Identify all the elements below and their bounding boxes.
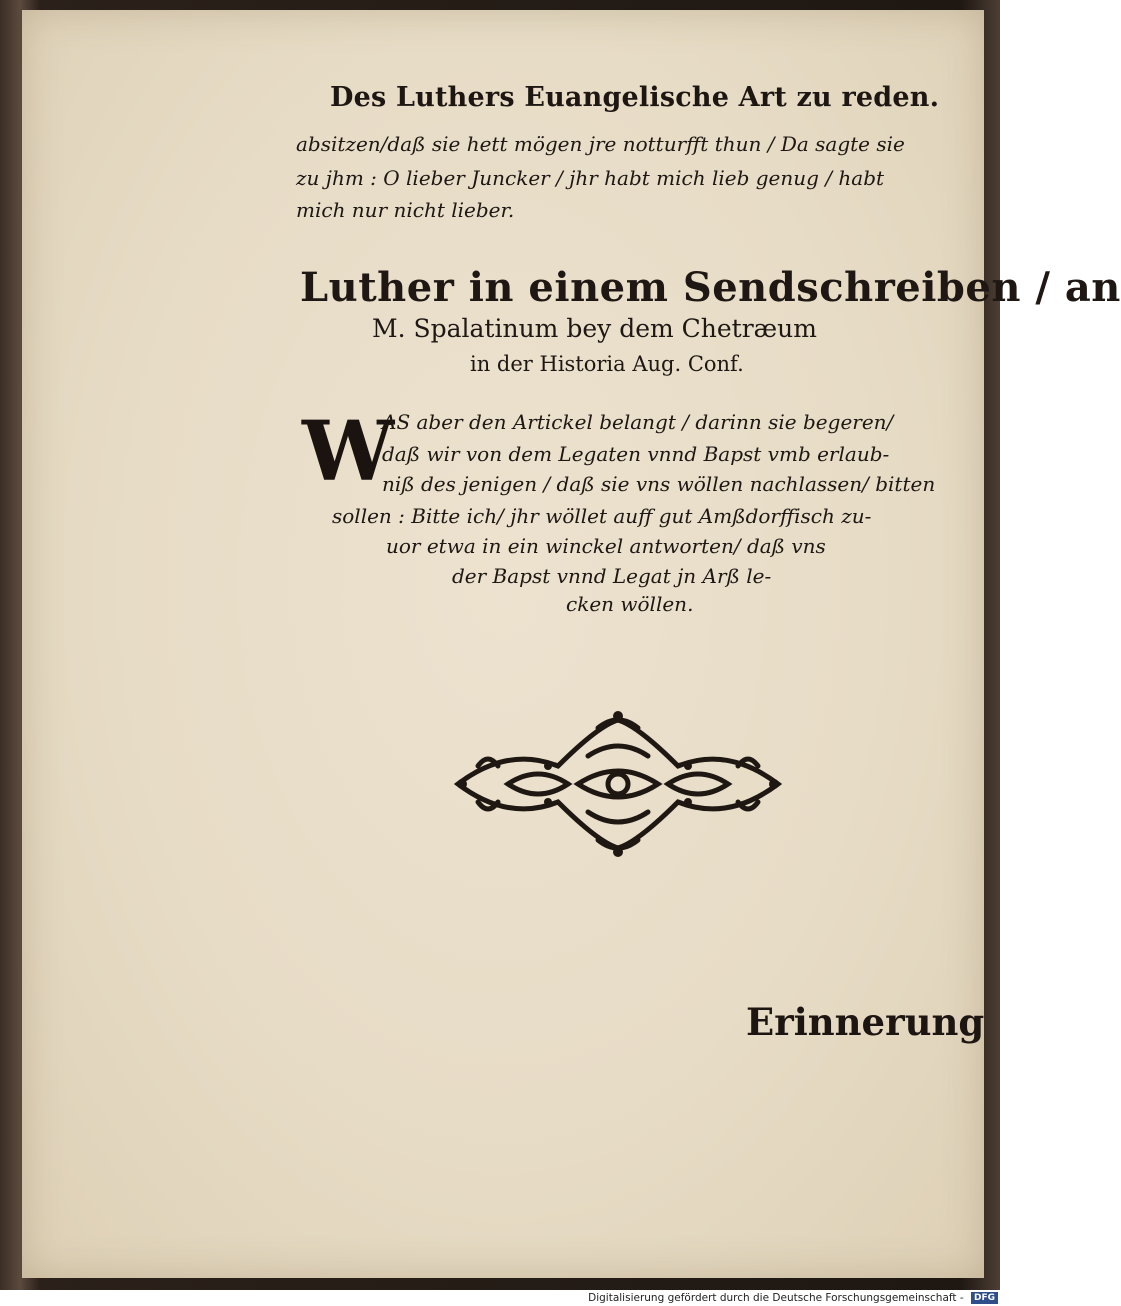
quote-line: daß wir von dem Legaten vnnd Bapst vmb erlaub- [382,442,890,466]
quote-line: uor etwa in ein winckel antworten/ daß vns [386,534,826,558]
intro-line: zu jhm : O lieber Juncker / jhr habt mich lieb genug / habt [296,166,885,190]
digitization-credit [560,1290,998,1306]
quote-line: cken wöllen. [566,592,694,616]
credit-text: Digitalisierung gefördert durch die Deutsche Forschungsgemeinschaft - [588,1292,964,1304]
dfg-logo: DFG [971,1292,998,1304]
section-subheading: M. Spalatinum bey dem Chetræum [372,314,817,343]
fleuron-ornament-icon [448,706,788,862]
running-head: Des Luthers Euangelische Art zu reden. [330,82,940,113]
intro-line: absitzen/daß sie hett mögen jre notturfft thun / Da sagte sie [296,132,905,156]
quote-line: sollen : Bitte ich/ jhr wöllet auff gut Amßdorffisch zu- [332,504,872,528]
quote-line: der Bapst vnnd Legat jn Arß le- [452,564,772,588]
quote-line: niß des jenigen / daß sie vns wöllen nachlassen/ bitten [382,472,936,496]
intro-line: mich nur nicht lieber. [296,198,515,222]
section-source: in der Historia Aug. Conf. [470,352,744,376]
drop-cap: W [302,404,395,500]
quote-line: AS aber den Artickel belangt / darinn sie begeren/ [382,410,894,434]
catchword: Erinnerung [746,1000,985,1044]
section-heading: Luther in einem Sendschreiben / an [300,264,1121,311]
